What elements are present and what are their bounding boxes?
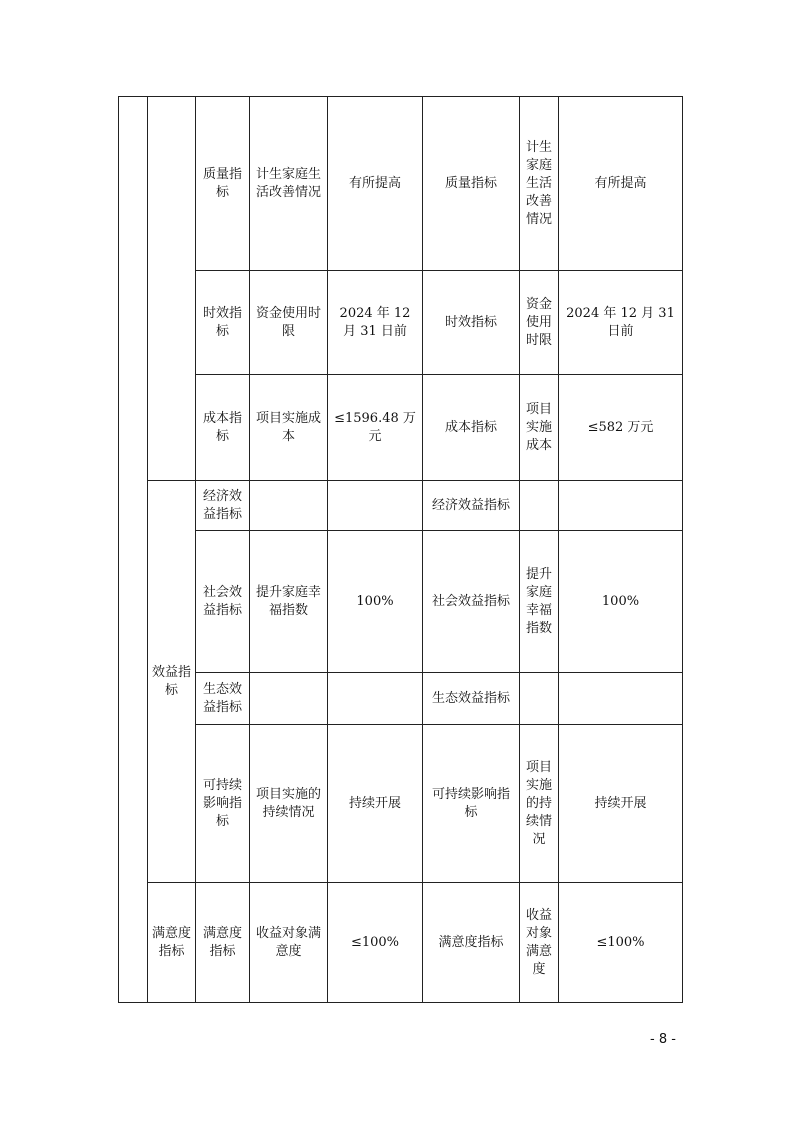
level3-indicator-b: 资金使用时限 <box>520 271 559 375</box>
level3-indicator-b <box>520 673 559 725</box>
table-row <box>119 531 683 673</box>
indicator-value: ≤100% <box>328 883 423 1003</box>
level3-indicator: 项目实施的持续情况 <box>250 725 328 883</box>
indicator-value-b: 100% <box>559 531 683 673</box>
table-row <box>119 883 683 1003</box>
table-row <box>119 725 683 883</box>
table-row <box>119 271 683 375</box>
level2-indicator: 社会效益指标 <box>196 531 250 673</box>
indicator-value-b: 2024 年 12 月 31 日前 <box>559 271 683 375</box>
indicator-value-b <box>559 673 683 725</box>
level2-indicator-b: 生态效益指标 <box>423 673 520 725</box>
level1-indicator: 效益指标 <box>148 481 196 883</box>
level3-indicator-b: 提升家庭幸福指数 <box>520 531 559 673</box>
indicator-value <box>328 673 423 725</box>
level3-indicator: 提升家庭幸福指数 <box>250 531 328 673</box>
level3-indicator-b: 项目实施的持续情况 <box>520 725 559 883</box>
level1-indicator: 满意度指标 <box>148 883 196 1003</box>
level3-indicator: 项目实施成本 <box>250 375 328 481</box>
indicator-value <box>328 481 423 531</box>
level3-indicator-b: 项目实施成本 <box>520 375 559 481</box>
performance-indicator-table <box>118 96 683 1003</box>
table-row <box>119 375 683 481</box>
level2-indicator: 成本指标 <box>196 375 250 481</box>
level2-indicator-b: 社会效益指标 <box>423 531 520 673</box>
level3-indicator <box>250 673 328 725</box>
indicator-value: ≤1596.48 万元 <box>328 375 423 481</box>
level2-indicator-b: 满意度指标 <box>423 883 520 1003</box>
indicator-value: 持续开展 <box>328 725 423 883</box>
table-row <box>119 97 683 271</box>
level3-indicator <box>250 481 328 531</box>
level2-indicator: 满意度指标 <box>196 883 250 1003</box>
indicator-value-b: 持续开展 <box>559 725 683 883</box>
level3-indicator: 资金使用时限 <box>250 271 328 375</box>
indicator-value-b: ≤100% <box>559 883 683 1003</box>
level3-indicator-b <box>520 481 559 531</box>
table-row <box>119 481 683 531</box>
table-row <box>119 673 683 725</box>
indicator-value-b <box>559 481 683 531</box>
level2-indicator: 时效指标 <box>196 271 250 375</box>
level3-indicator-b: 计生家庭生活改善情况 <box>520 97 559 271</box>
outer-blank-cell <box>119 97 148 1003</box>
level2-indicator: 质量指标 <box>196 97 250 271</box>
level2-indicator: 可持续影响指标 <box>196 725 250 883</box>
level3-indicator: 收益对象满意度 <box>250 883 328 1003</box>
indicator-value: 2024 年 12 月 31 日前 <box>328 271 423 375</box>
indicator-value: 有所提高 <box>328 97 423 271</box>
level3-indicator: 计生家庭生活改善情况 <box>250 97 328 271</box>
indicator-value: 100% <box>328 531 423 673</box>
level2-indicator-b: 经济效益指标 <box>423 481 520 531</box>
indicator-value-b: 有所提高 <box>559 97 683 271</box>
level2-indicator-b: 成本指标 <box>423 375 520 481</box>
level2-indicator-b: 质量指标 <box>423 97 520 271</box>
level2-indicator: 生态效益指标 <box>196 673 250 725</box>
level1-cell-continued <box>148 97 196 481</box>
level3-indicator-b: 收益对象满意度 <box>520 883 559 1003</box>
page-number: - 8 - <box>650 1032 676 1047</box>
indicator-value-b: ≤582 万元 <box>559 375 683 481</box>
level2-indicator-b: 时效指标 <box>423 271 520 375</box>
level2-indicator-b: 可持续影响指标 <box>423 725 520 883</box>
level2-indicator: 经济效益指标 <box>196 481 250 531</box>
